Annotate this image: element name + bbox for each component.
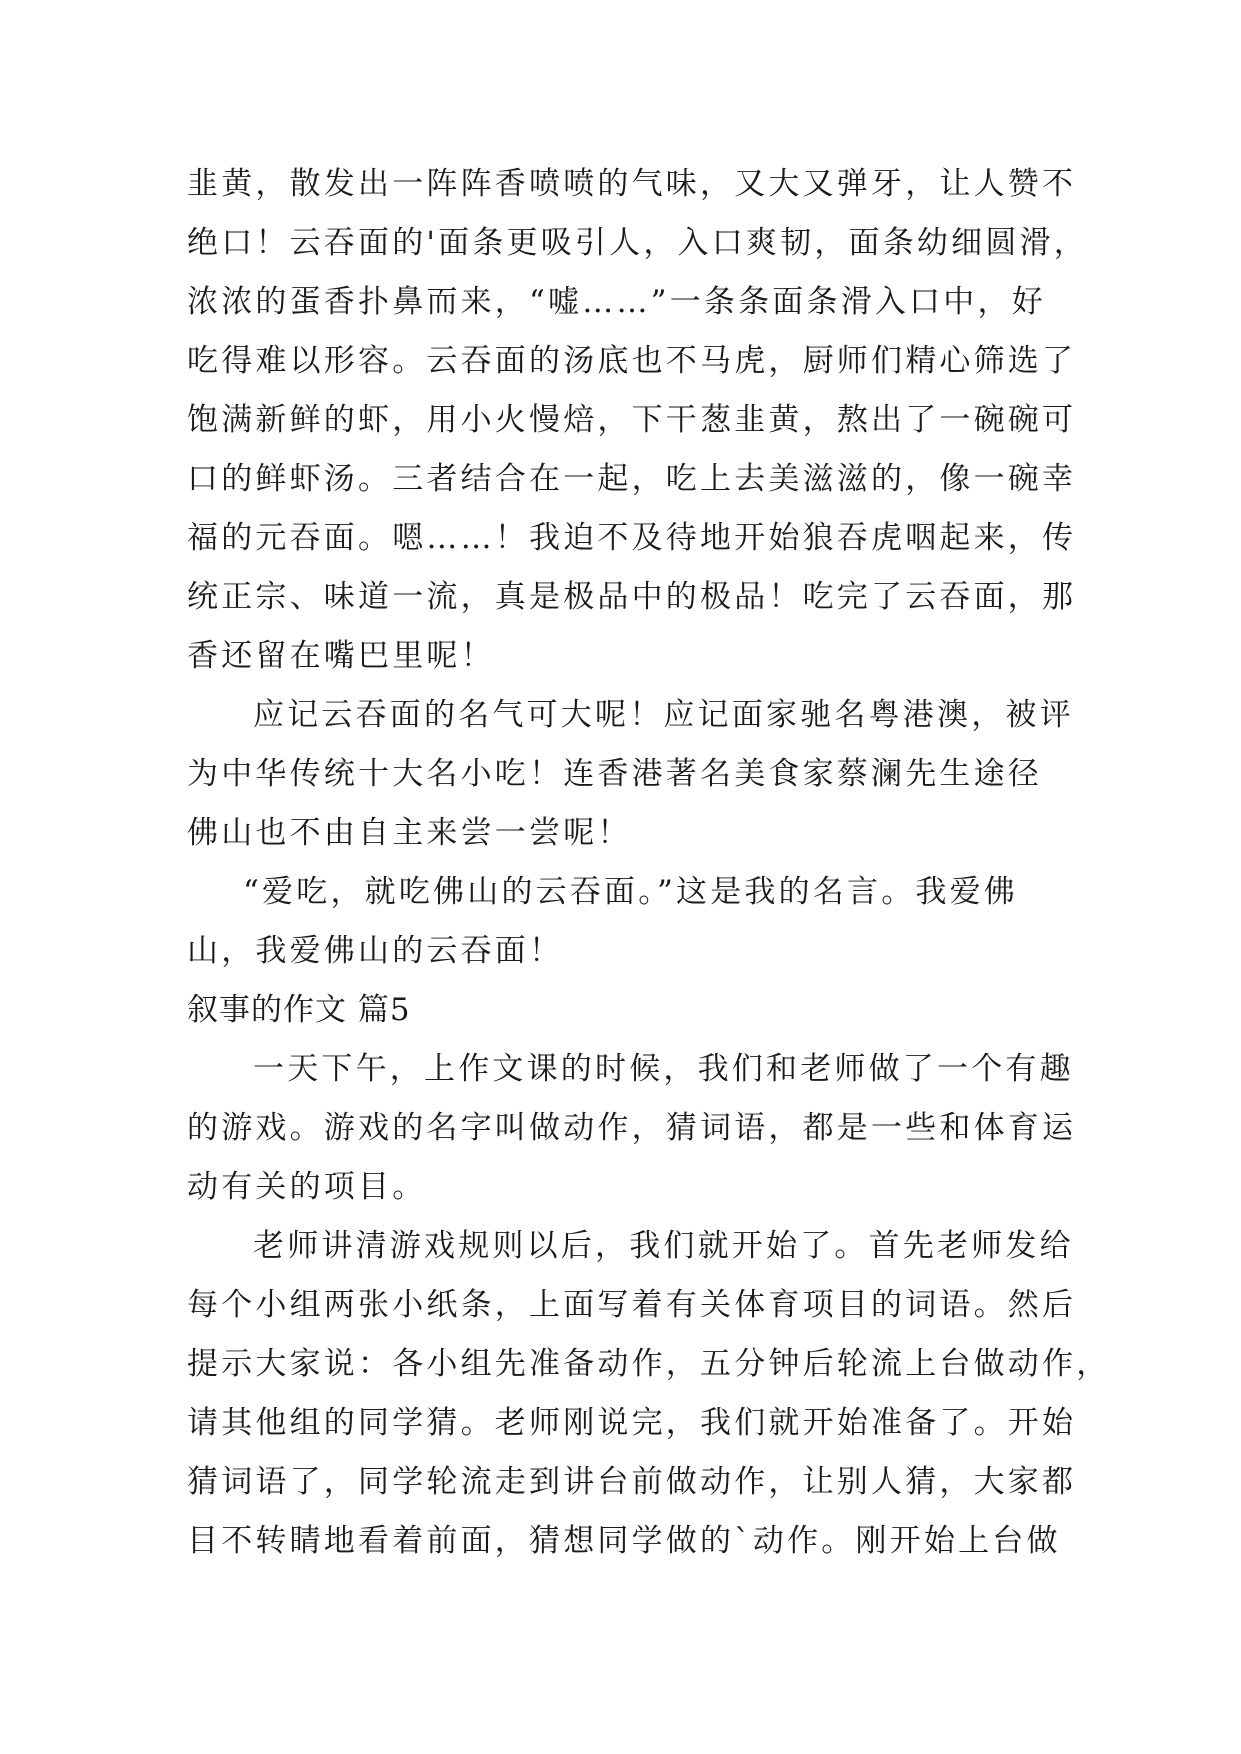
text-line: 应记云吞面的名气可大呢！应记面家驰名粤港澳，被评 [253,697,1074,733]
text-line: “爱吃，就吃佛山的云吞面。”这是我的名言。我爱佛 [243,874,1018,910]
text-line: 猜词语了，同学轮流走到讲台前做动作，让别人猜，大家都 [187,1464,1077,1500]
paragraph-fame [187,686,1074,863]
text-line: 的游戏。游戏的名字叫做动作，猜词语，都是一些和体育运 [187,1110,1077,1146]
paragraph-noodle-description [187,155,1088,686]
text-line: 佛山也不由自主来尝一尝呢！ [187,815,632,851]
text-line: 请其他组的同学猜。老师刚说完，我们就开始准备了。开始 [187,1405,1077,1441]
text-line: 山，我爱佛山的云吞面！ [187,933,564,969]
paragraph-game-intro [187,1040,1077,1217]
text-line: 老师讲清游戏规则以后，我们就开始了。首先老师发给 [253,1228,1074,1264]
text-line: 香还留在嘴巴里呢！ [187,638,495,674]
text-line: 韭黄，散发出一阵阵香喷喷的气味，又大又弹牙，让人赞不 [187,166,1077,202]
section-heading: 叙事的作文 篇5 [187,992,411,1028]
text-line: 绝口！云吞面的'面条更吸引人，入口爽韧，面条幼细圆滑， [187,225,1088,261]
text-line: 福的元吞面。嗯……！我迫不及待地开始狼吞虎咽起来，传 [187,520,1077,556]
text-line: 吃得难以形容。云吞面的汤底也不马虎，厨师们精心筛选了 [187,343,1077,379]
text-line: 饱满新鲜的虾，用小火慢焙，下干葱韭黄，熬出了一碗碗可 [187,402,1077,438]
text-line: 目不转睛地看着前面，猜想同学做的`动作。刚开始上台做 [187,1523,1061,1559]
text-line: 浓浓的蛋香扑鼻而来，“嘘……”一条条面条滑入口中，好 [187,284,1046,320]
text-line: 统正宗、味道一流，真是极品中的极品！吃完了云吞面，那 [187,579,1077,615]
text-line: 每个小组两张小纸条，上面写着有关体育项目的词语。然后 [187,1287,1077,1323]
document-body [187,155,1111,1571]
text-line: 提示大家说：各小组先准备动作，五分钟后轮流上台做动作， [187,1346,1111,1382]
text-line: 一天下午，上作文课的时候，我们和老师做了一个有趣 [253,1051,1074,1087]
paragraph-motto [187,863,1067,981]
text-line: 口的鲜虾汤。三者结合在一起，吃上去美滋滋的，像一碗幸 [187,461,1077,497]
text-line: 为中华传统十大名小吃！连香港著名美食家蔡澜先生途径 [187,756,1042,792]
text-line: 动有关的项目。 [187,1169,427,1205]
paragraph-game-rules [187,1217,1111,1571]
